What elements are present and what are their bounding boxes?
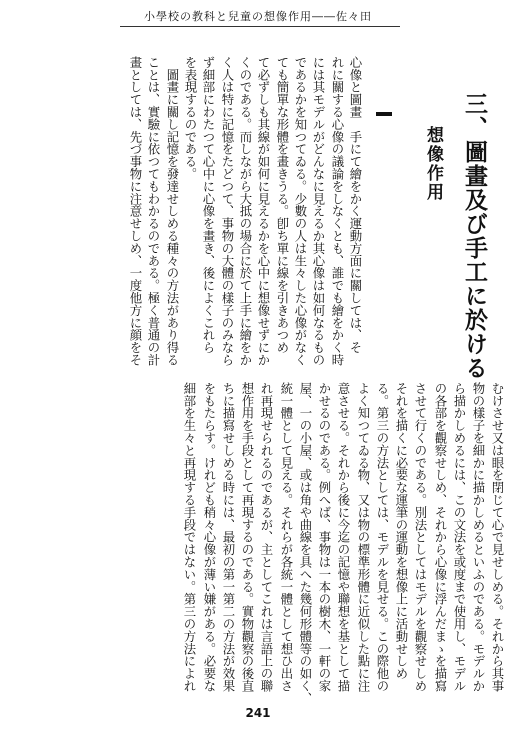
chapter-mark [376,112,392,116]
text-column: をもたらす。けれども稍々心像が薄い嫌がある。必要な [202,382,217,692]
text-column: よく知つてゐる物、又は物の標準形體に近似した點に注 [356,382,371,692]
text-column: ことは、實驗に依つてもわかるのである。極く普通の計 [146,56,161,366]
text-column: る。第三の方法としては、モデルを見せる。この際他の [375,382,390,692]
text-column: むけさせ又は眼を閉じて心で見せしめる。それから其事 [490,382,505,692]
section-title: 三、圖畫及び手工に於ける [461,92,487,380]
text-column: 心像と圖畫 手にて繪をかく運動方面に關しては、そ [348,56,363,354]
text-column: の各部を觀察せしめ、それから心像に浮んだまゝを描寫 [433,382,448,692]
page-number: 241 [245,706,271,720]
section-subtitle: 想像作用 [423,126,443,202]
running-head: 小學校の教科と兒童の想像作用――佐々田 [144,10,372,23]
text-column: れ再現せられるのであるが、主としてこれは言語上の聯 [259,382,274,692]
text-column: れに關する心像の議論をしなくとも、誰でも繪をかく時 [330,56,345,366]
text-column: 圖畫に關し記憶を發達せしめる種々の方法があり得る [165,56,180,366]
text-column: 意させる。それから後に今迄の記憶や聯想を基として描 [336,382,351,692]
text-column: それを描くに必要な運筆の運動を想像上に活動せしめ [394,382,409,680]
text-column: 想作用を手段として再現するのである。實物觀察の後直 [240,382,255,692]
text-column: かせるのである。例へば、事物は一本の樹木、一軒の家 [317,382,332,692]
text-column: て必ずしも其線が如何に見えるかを心中に想像せずにか [256,56,271,366]
text-column: ても簡單な形體を畫きうる。卽ち單に線を引きあつめ [275,56,290,354]
text-column: ちに描寫せしめる時には、最初の第一第二の方法が效果 [221,382,236,692]
header-rule [120,26,400,27]
text-column: を表現するのである。 [183,56,198,180]
text-column: ず細部にわたつて心中に心像を畫き、後によくこれら [201,56,216,354]
text-column: には其モデルがどんなに見えるか其心像は如何なるもの [311,56,326,366]
text-column: であるかを知つてゐる。少數の人は生々した心像がなく [293,56,308,366]
text-column: 物の樣子を細かに描かしめるといふのである。モデルか [471,382,486,692]
text-column: させて行くのである。別法としてはモデルを觀察せしめ [413,382,428,692]
text-column: 細部を生々と再現する手段ではない。第三の方法によれ [182,382,197,692]
text-column: ら描かしめるには、この文法を或度まで使用し、モデル [452,382,467,692]
text-column: 統一體として見える。それらが各統一體として想ひ出さ [279,382,294,692]
text-column: く人は特に記憶をたどつて、事物の大體の樣子のみなら [220,56,235,366]
text-column: くのである。而しながら大抵の場合に於て上手に繪をか [238,56,253,366]
text-column: 屋、一の小屋、或は角や曲線を具へた幾何形體等の如く、 [298,382,313,705]
text-column: 畫としては、先づ事物に注意せしめ、一度他方に顔をそ [128,56,143,366]
